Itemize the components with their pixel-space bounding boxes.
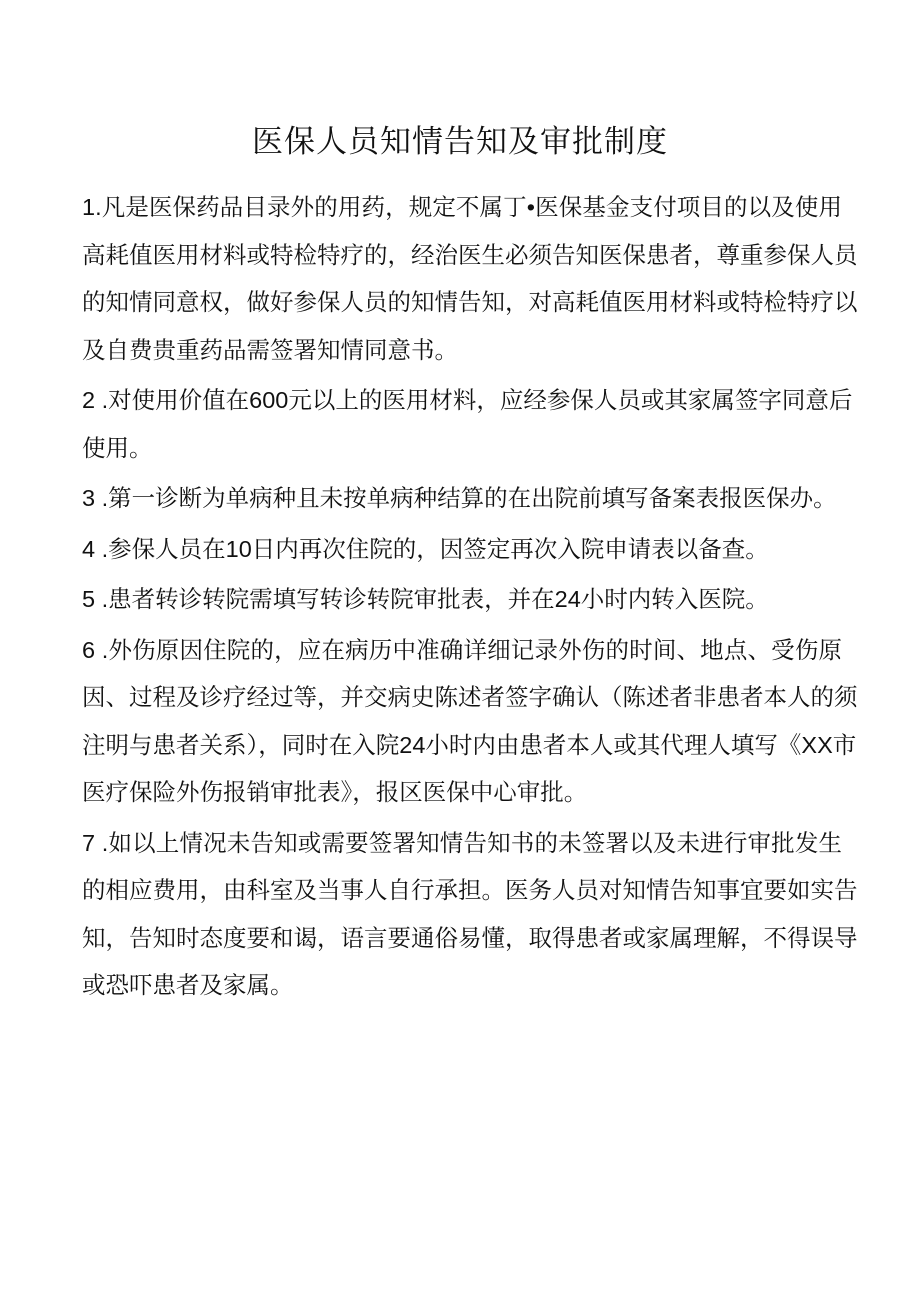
text-line: 或恐吓患者及家属。 [82,972,294,998]
paragraph-item-7 [82,820,858,1010]
text-line: 5 .患者转诊转院需填写转诊转院审批表，并在24小时内转入医院。 [82,586,769,612]
paragraph-item-6 [82,627,858,817]
text-line: 医疗保险外伤报销审批表》，报区医保中心审批。 [82,779,588,805]
text-line: 3 .第一诊断为单病种且未按单病种结算的在出院前填写备案表报医保办。 [82,485,837,511]
text-line: 及自费贵重药品需签署知情同意书。 [82,336,458,363]
paragraph-item-2 [82,377,853,472]
paragraph-item-4 [82,526,842,574]
paragraph-item-3 [82,475,842,523]
text-line: 1.凡是医保药品目录外的用药，规定不属丁•医保基金支付项目的以及使用 [82,194,842,220]
text-line: 因、过程及诊疗经过等，并交病史陈述者签字确认（陈述者非患者本人的须 [82,684,858,710]
paragraph-item-5 [82,576,842,624]
text-line: 知，告知时态度要和谒，语言要通俗易懂，取得患者或家属理解，不得误导 [82,924,858,951]
document-title: 医保人员知情告知及审批制度 [252,124,668,159]
text-line: 7 .如以上情况未告知或需要签署知情告知书的未签署以及未进行审批发生 [82,829,842,856]
text-line: 注明与患者关系），同时在入院24小时内由患者本人或其代理人填写《XX市 [82,731,857,758]
text-line: 的相应费用，由科室及当事人自行承担。医务人员对知情告知事宜要如实告 [82,877,858,903]
text-line: 2 .对使用价值在600元以上的医用材料，应经参保人员或其家属签字同意后 [82,387,853,413]
document-body [82,184,858,1013]
text-line: 6 .外伤原因住院的，应在病历中准确详细记录外伤的时间、地点、受伤原 [82,636,842,663]
paragraph-item-1 [82,184,858,374]
text-line: 4 .参保人员在10日内再次住院的，因签定再次入院申请表以备查。 [82,535,769,562]
text-line: 高耗值医用材料或特检特疗的，经治医生必须告知医保患者，尊重参保人员 [82,241,858,268]
text-line: 使用。 [82,434,153,461]
text-line: 的知情同意权，做好参保人员的知情告知，对高耗值医用材料或特检特疗以 [82,289,858,315]
